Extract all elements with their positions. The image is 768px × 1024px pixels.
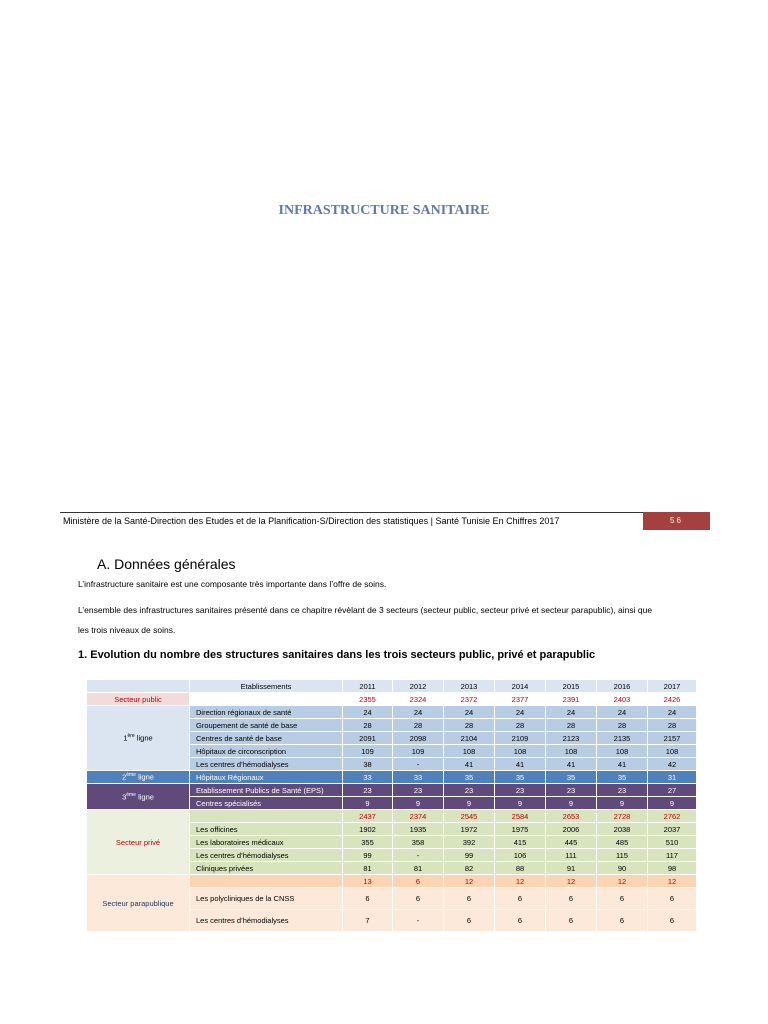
page-title: INFRASTRUCTURE SANITAIRE [278,203,490,218]
cell-value: 24 [444,706,495,719]
sector-label: Secteur privé [87,810,190,875]
level-suffix: ème [126,791,136,798]
footer-divider [60,512,710,513]
cell-value: 1935 [393,823,444,836]
cell-value: 6 [495,888,546,910]
cell-value: 6 [648,910,697,932]
cell-value: 6 [393,888,444,910]
row-label: Les centres d’hémodialyses [190,758,343,771]
empty-cell [190,693,343,706]
level-text: ligne [138,772,154,782]
cell-value: 6 [444,910,495,932]
cell-value: 2135 [597,732,648,745]
cell-value: 109 [343,745,393,758]
cell-value: 2091 [343,732,393,745]
total-value: 2426 [648,693,697,706]
cell-value: 35 [597,771,648,784]
table-row [87,771,697,784]
cell-value: 41 [597,758,648,771]
cell-value: 33 [393,771,444,784]
total-value: 2762 [648,810,697,823]
structures-table [87,680,697,932]
level-number: 2 [122,772,127,782]
total-value: 2584 [495,810,546,823]
header-year: 2012 [393,680,444,693]
total-value: 2391 [546,693,597,706]
private-total-row [87,810,697,823]
cell-value: 6 [444,888,495,910]
level-label [87,706,190,771]
cell-value: 2038 [597,823,648,836]
header-year: 2016 [597,680,648,693]
total-value: 2324 [393,693,444,706]
row-label: Cliniques privées [190,862,343,875]
cell-value: 2037 [648,823,697,836]
cell-value: - [393,758,444,771]
level-number: 3 [122,792,127,802]
cell-value: 23 [546,784,597,797]
row-label: Les centres d’hémodialyses [190,849,343,862]
cell-value: 41 [546,758,597,771]
cell-value: - [393,910,444,932]
cell-value: 23 [495,784,546,797]
cell-value: 1902 [343,823,393,836]
sector-label: Secteur public [87,693,190,706]
cell-value: 33 [343,771,393,784]
cell-value: 28 [495,719,546,732]
cell-value: 1972 [444,823,495,836]
header-year: 2014 [495,680,546,693]
cell-value: 28 [648,719,697,732]
total-value: 12 [648,875,697,888]
cell-value: 9 [444,797,495,810]
total-value: 12 [546,875,597,888]
cell-value: 35 [495,771,546,784]
header-empty-cell [87,680,190,693]
table-row [87,784,697,797]
table-header-row [87,680,697,693]
level-suffix: ère [127,733,135,740]
cell-value: 99 [444,849,495,862]
cell-value: 9 [648,797,697,810]
level-label [87,771,190,784]
cell-value: 28 [393,719,444,732]
cell-value: 415 [495,836,546,849]
cell-value: 35 [546,771,597,784]
row-label: Les polycliniques de la CNSS [190,888,343,910]
table-row [87,706,697,719]
cell-value: 81 [343,862,393,875]
cell-value: 108 [597,745,648,758]
cell-value: 28 [343,719,393,732]
cell-value: 99 [343,849,393,862]
cell-value: 485 [597,836,648,849]
total-value: 2728 [597,810,648,823]
cell-value: 358 [393,836,444,849]
cell-value: 81 [393,862,444,875]
parapublic-total-row [87,875,697,888]
cell-value: 445 [546,836,597,849]
cell-value: 2123 [546,732,597,745]
level-label [87,784,190,810]
paragraph-2: L’ensemble des infrastructures sanitaires présenté dans ce chapitre révèlant de 3 secteurs (secteur public, secteur privé et secteur parapublic), ainsi que [78,605,653,615]
cell-value: 24 [597,706,648,719]
page-number: 56 [643,512,710,530]
total-value: 12 [597,875,648,888]
total-value: 2355 [343,693,393,706]
header-etablissements: Etablissements [190,680,343,693]
header-year: 2013 [444,680,495,693]
cell-value: 2157 [648,732,697,745]
total-value: 12 [495,875,546,888]
cell-value: 9 [546,797,597,810]
cell-value: 2006 [546,823,597,836]
cell-value: 111 [546,849,597,862]
cell-value: 6 [546,910,597,932]
total-value: 2653 [546,810,597,823]
cell-value: 23 [343,784,393,797]
cell-value: 108 [546,745,597,758]
paragraph-1: L’infrastructure sanitaire est une composante très importante dans l’offre de soins. [78,579,387,589]
cell-value: 27 [648,784,697,797]
cell-value: 98 [648,862,697,875]
total-value: 12 [444,875,495,888]
cell-value: 6 [495,910,546,932]
subheading: 1. Evolution du nombre des structures sanitaires dans les trois secteurs public, privé et parapublic [78,649,596,661]
cell-value: 88 [495,862,546,875]
cell-value: 28 [444,719,495,732]
row-label: Centres spécialisés [190,797,343,810]
cell-value: 23 [444,784,495,797]
cell-value: 2104 [444,732,495,745]
cell-value: 24 [343,706,393,719]
header-year: 2017 [648,680,697,693]
cell-value: 6 [597,910,648,932]
cell-value: 31 [648,771,697,784]
row-label: Les centres d’hémodialyses [190,910,343,932]
total-value: 2377 [495,693,546,706]
cell-value: 510 [648,836,697,849]
total-value: 2374 [393,810,444,823]
cell-value: 28 [546,719,597,732]
cell-value: 23 [597,784,648,797]
cell-value: 24 [648,706,697,719]
cell-value: 2109 [495,732,546,745]
level-text: ligne [138,792,154,802]
cell-value: 23 [393,784,444,797]
sector-label: Secteur parapublique [87,875,190,932]
total-value: 2372 [444,693,495,706]
cell-value: - [393,849,444,862]
header-year: 2015 [546,680,597,693]
cell-value: 82 [444,862,495,875]
cell-value: 9 [597,797,648,810]
cell-value: 108 [444,745,495,758]
cell-value: 6 [343,888,393,910]
row-label: Hôpitaux de circonscription [190,745,343,758]
cell-value: 41 [444,758,495,771]
row-label: Centres de santé de base [190,732,343,745]
cell-value: 6 [546,888,597,910]
total-value: 2403 [597,693,648,706]
cell-value: 35 [444,771,495,784]
empty-cell [190,875,343,888]
cell-value: 117 [648,849,697,862]
cell-value: 38 [343,758,393,771]
row-label: Hôpitaux Régionaux [190,771,343,784]
cell-value: 24 [495,706,546,719]
row-label: Direction régionaux de santé [190,706,343,719]
cell-value: 90 [597,862,648,875]
total-value: 6 [393,875,444,888]
cell-value: 7 [343,910,393,932]
public-total-row [87,693,697,706]
cell-value: 392 [444,836,495,849]
row-label: Groupement de santé de base [190,719,343,732]
cell-value: 108 [495,745,546,758]
cell-value: 9 [495,797,546,810]
header-year: 2011 [343,680,393,693]
total-value: 2545 [444,810,495,823]
paragraph-3: les trois niveaux de soins. [78,625,176,635]
cell-value: 42 [648,758,697,771]
cell-value: 24 [546,706,597,719]
cell-value: 41 [495,758,546,771]
cell-value: 106 [495,849,546,862]
cell-value: 24 [393,706,444,719]
row-label: Les laboratoires médicaux [190,836,343,849]
cell-value: 91 [546,862,597,875]
cell-value: 108 [648,745,697,758]
level-suffix: ème [126,772,136,779]
cell-value: 6 [648,888,697,910]
cell-value: 9 [343,797,393,810]
cell-value: 109 [393,745,444,758]
cell-value: 6 [597,888,648,910]
cell-value: 9 [393,797,444,810]
total-value: 13 [343,875,393,888]
cell-value: 355 [343,836,393,849]
cell-value: 2098 [393,732,444,745]
cell-value: 1975 [495,823,546,836]
empty-cell [190,810,343,823]
level-number: 1 [123,733,128,743]
section-heading: A. Données générales [97,556,236,572]
level-text: ligne [136,733,153,743]
cell-value: 115 [597,849,648,862]
cell-value: 28 [597,719,648,732]
footer-text: Ministère de la Santé-Direction des Etudes et de la Planification-S/Direction des statistiques | Santé Tunisie En Chiffres 2017 [63,516,560,526]
total-value: 2437 [343,810,393,823]
row-label: Les officines [190,823,343,836]
row-label: Etablissement Publics de Santé (EPS) [190,784,343,797]
